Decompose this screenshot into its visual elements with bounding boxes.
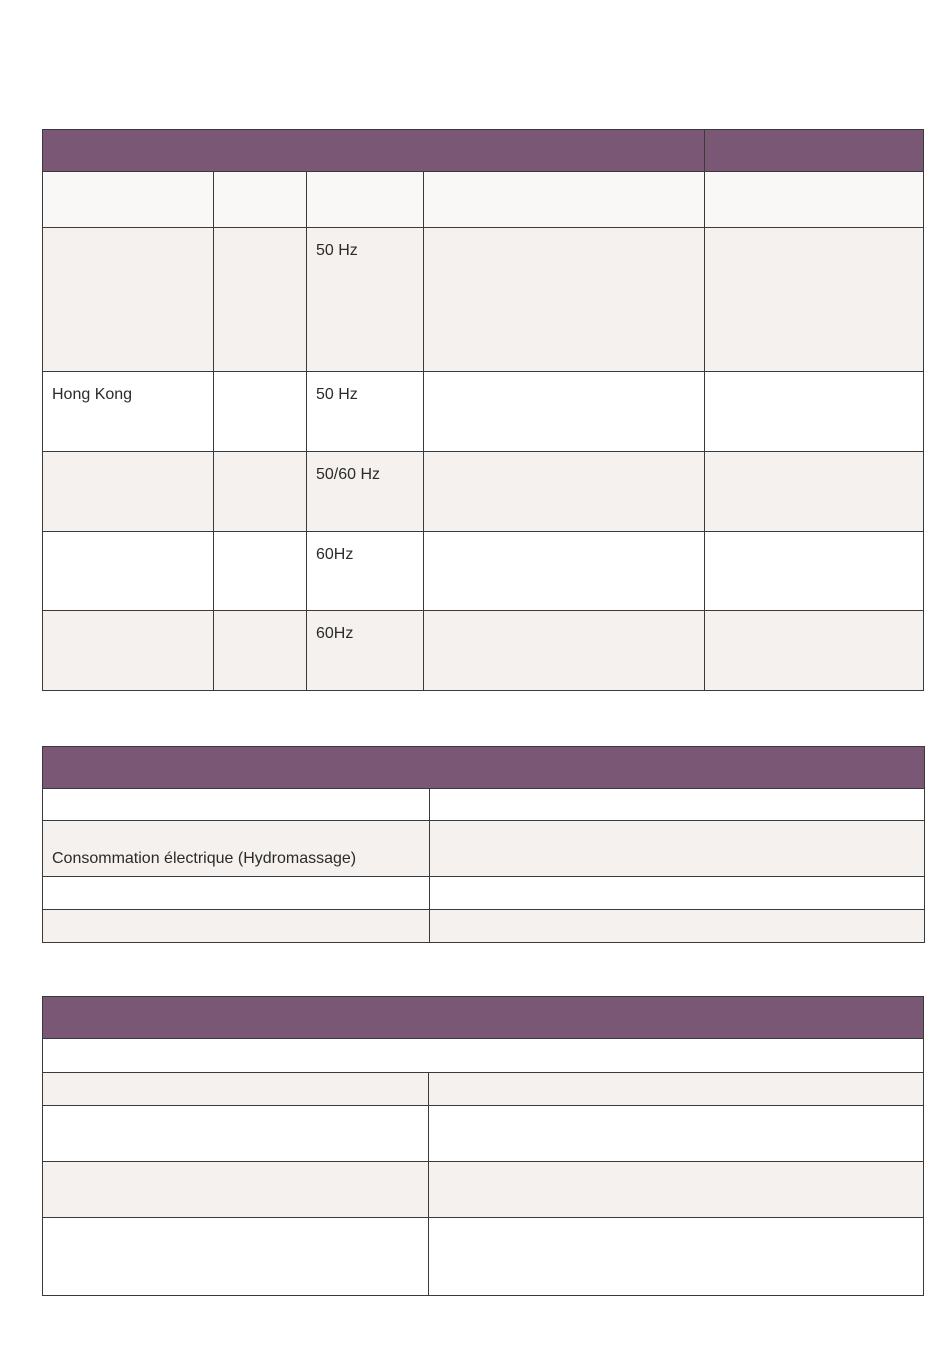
label-cell bbox=[43, 1106, 429, 1162]
frequency-cell bbox=[307, 172, 424, 228]
label-cell bbox=[43, 1162, 429, 1218]
label-cell bbox=[43, 910, 430, 943]
voltage-cell bbox=[214, 228, 307, 372]
table-row bbox=[43, 172, 924, 228]
country-cell bbox=[43, 452, 214, 532]
label-cell bbox=[43, 1073, 429, 1106]
table-row bbox=[43, 1039, 924, 1073]
country-cell bbox=[43, 611, 214, 691]
plug-cell bbox=[424, 532, 705, 611]
table-row bbox=[43, 532, 924, 611]
country-cell bbox=[43, 532, 214, 611]
voltage-cell bbox=[214, 532, 307, 611]
table-row bbox=[43, 1073, 924, 1106]
table-header-row bbox=[43, 747, 925, 789]
country-cell bbox=[43, 172, 214, 228]
value-cell bbox=[429, 1073, 924, 1106]
power-consumption-label: Consommation électrique (Hydromassage) bbox=[52, 850, 357, 867]
table-header-row bbox=[43, 130, 924, 172]
notes-cell bbox=[705, 532, 924, 611]
label-cell bbox=[43, 1218, 429, 1296]
table-row bbox=[43, 1162, 924, 1218]
plug-cell bbox=[424, 172, 705, 228]
plug-cell bbox=[424, 452, 705, 532]
table-row bbox=[43, 611, 924, 691]
value-cell bbox=[429, 1106, 924, 1162]
frequency-cell: 50 Hz bbox=[307, 228, 424, 372]
table-row bbox=[43, 789, 925, 821]
voltage-cell bbox=[214, 172, 307, 228]
frequency-cell: 50 Hz bbox=[307, 372, 424, 452]
table-row bbox=[43, 228, 924, 372]
value-cell bbox=[430, 910, 925, 943]
value-cell bbox=[429, 1162, 924, 1218]
value-cell bbox=[430, 877, 925, 910]
value-cell bbox=[429, 1218, 924, 1296]
notes-cell bbox=[705, 372, 924, 452]
value-cell bbox=[430, 821, 925, 877]
country-cell bbox=[43, 228, 214, 372]
notes-cell bbox=[705, 452, 924, 532]
country-cell: Hong Kong bbox=[43, 372, 214, 452]
table-header-cell bbox=[43, 747, 925, 789]
value-cell bbox=[430, 789, 925, 821]
table-header-cell bbox=[43, 130, 705, 172]
label-cell bbox=[43, 877, 430, 910]
table-header-cell bbox=[43, 997, 924, 1039]
table-row bbox=[43, 821, 925, 877]
voltage-cell bbox=[214, 452, 307, 532]
table-header-cell bbox=[705, 130, 924, 172]
plug-cell bbox=[424, 228, 705, 372]
frequency-cell: 60Hz bbox=[307, 611, 424, 691]
table-row bbox=[43, 1218, 924, 1296]
voltage-table bbox=[42, 129, 924, 691]
plug-cell bbox=[424, 372, 705, 452]
label-cell bbox=[43, 821, 430, 877]
table-row bbox=[43, 372, 924, 452]
table-row bbox=[43, 452, 924, 532]
table-row bbox=[43, 910, 925, 943]
third-table bbox=[42, 996, 924, 1296]
frequency-cell: 50/60 Hz bbox=[307, 452, 424, 532]
power-table bbox=[42, 746, 925, 943]
label-cell bbox=[43, 789, 430, 821]
plug-cell bbox=[424, 611, 705, 691]
table-row bbox=[43, 1106, 924, 1162]
notes-cell bbox=[705, 611, 924, 691]
voltage-cell bbox=[214, 372, 307, 452]
frequency-cell: 60Hz bbox=[307, 532, 424, 611]
voltage-cell bbox=[214, 611, 307, 691]
subheader-cell bbox=[43, 1039, 924, 1073]
notes-cell bbox=[705, 172, 924, 228]
table-header-row bbox=[43, 997, 924, 1039]
table-row bbox=[43, 877, 925, 910]
notes-cell bbox=[705, 228, 924, 372]
